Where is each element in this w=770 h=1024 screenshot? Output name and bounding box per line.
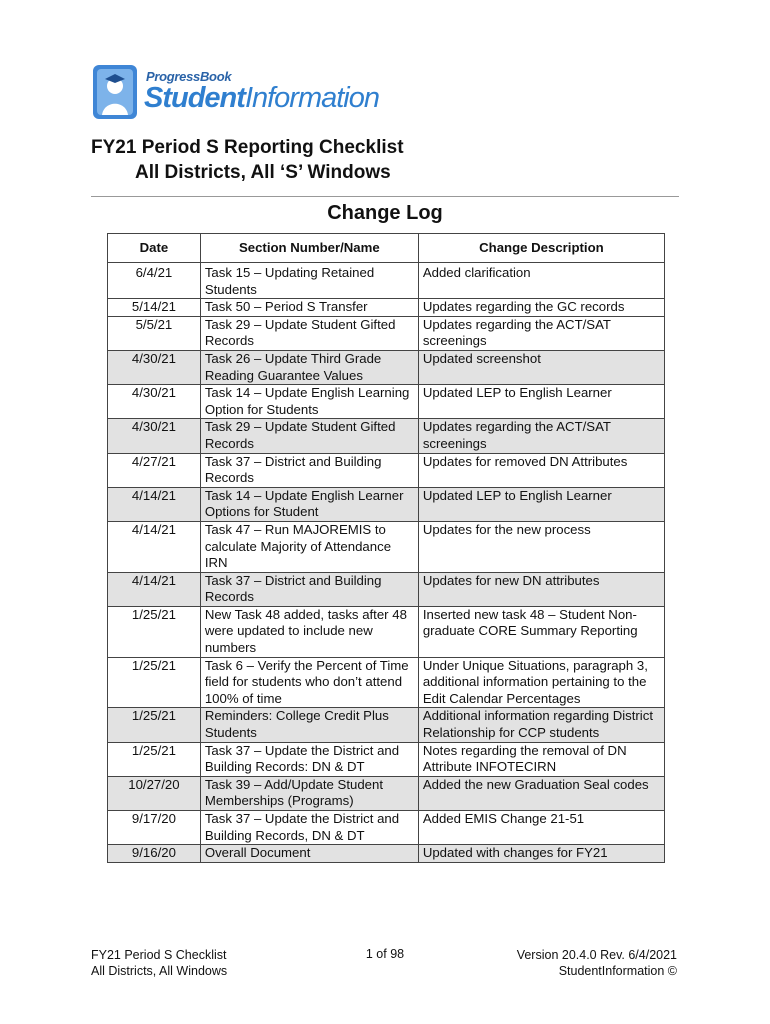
table-row — [108, 742, 665, 776]
table-row — [108, 487, 665, 521]
date-cell: 1/25/21 — [108, 708, 201, 742]
section-cell: Task 15 – Updating Retained Students — [200, 263, 418, 299]
description-cell: Updated with changes for FY21 — [418, 845, 664, 863]
section-cell: Reminders: College Credit Plus Students — [200, 708, 418, 742]
footer-version: Version 20.4.0 Rev. 6/4/2021 — [516, 948, 677, 962]
section-cell: Task 37 – Update the District and Building Records, DN & DT — [200, 811, 418, 845]
description-cell: Additional information regarding District Relationship for CCP students — [418, 708, 664, 742]
change-log-heading: Change Log — [327, 202, 443, 224]
table-row — [108, 708, 665, 742]
table-row — [108, 419, 665, 453]
date-cell: 4/30/21 — [108, 419, 201, 453]
section-cell: Task 37 – District and Building Records — [200, 572, 418, 606]
footer-doc-scope: All Districts, All Windows — [91, 964, 228, 978]
document-subtitle: All Districts, All ‘S’ Windows — [135, 162, 391, 183]
table-row — [108, 316, 665, 350]
column-header-section: Section Number/Name — [200, 234, 418, 263]
description-cell: Updated screenshot — [418, 350, 664, 384]
section-cell: Overall Document — [200, 845, 418, 863]
section-cell: Task 37 – Update the District and Building Records: DN & DT — [200, 742, 418, 776]
date-cell: 1/25/21 — [108, 657, 201, 708]
description-cell: Updates for removed DN Attributes — [418, 453, 664, 487]
table-row — [108, 299, 665, 317]
date-cell: 4/14/21 — [108, 487, 201, 521]
section-cell: Task 26 – Update Third Grade Reading Guarantee Values — [200, 350, 418, 384]
footer-right — [517, 947, 677, 979]
footer-product: StudentInformation © — [558, 964, 677, 978]
section-cell: Task 47 – Run MAJOREMIS to calculate Majority of Attendance IRN — [200, 521, 418, 572]
description-cell: Added the new Graduation Seal codes — [418, 776, 664, 810]
table-row — [108, 776, 665, 810]
document-title: FY21 Period S Reporting Checklist — [91, 137, 404, 158]
table-row — [108, 572, 665, 606]
section-cell: Task 37 – District and Building Records — [200, 453, 418, 487]
table-row — [108, 811, 665, 845]
table-row — [108, 350, 665, 384]
page-number: 1 of 98 — [365, 947, 405, 961]
table-row — [108, 606, 665, 657]
table-row — [108, 657, 665, 708]
logo-top-text: ProgressBook — [146, 69, 232, 84]
section-cell: Task 14 – Update English Learner Options for Student — [200, 487, 418, 521]
date-cell: 6/4/21 — [108, 263, 201, 299]
date-cell: 4/14/21 — [108, 572, 201, 606]
progressbook-logo — [92, 64, 380, 122]
date-cell: 4/27/21 — [108, 453, 201, 487]
description-cell: Inserted new task 48 – Student Non-graduate CORE Summary Reporting — [418, 606, 664, 657]
section-cell: Task 50 – Period S Transfer — [200, 299, 418, 317]
section-cell: Task 39 – Add/Update Student Memberships (Programs) — [200, 776, 418, 810]
column-header-description: Change Description — [418, 234, 664, 263]
date-cell: 5/5/21 — [108, 316, 201, 350]
table-row — [108, 845, 665, 863]
table-row — [108, 521, 665, 572]
change-log-table — [107, 233, 665, 863]
description-cell: Updates for new DN attributes — [418, 572, 664, 606]
date-cell: 4/30/21 — [108, 385, 201, 419]
section-cell: Task 14 – Update English Learning Option for Students — [200, 385, 418, 419]
section-cell: Task 29 – Update Student Gifted Records — [200, 316, 418, 350]
date-cell: 4/14/21 — [108, 521, 201, 572]
description-cell: Under Unique Situations, paragraph 3, additional information pertaining to the Edit Calendar Percentages — [418, 657, 664, 708]
table-row — [108, 385, 665, 419]
table-row — [108, 453, 665, 487]
table-row — [108, 263, 665, 299]
date-cell: 4/30/21 — [108, 350, 201, 384]
header-divider — [91, 196, 679, 197]
description-cell: Notes regarding the removal of DN Attribute INFOTECIRN — [418, 742, 664, 776]
description-cell: Updated LEP to English Learner — [418, 385, 664, 419]
table-header-row — [108, 234, 665, 263]
logo-main-text: StudentInformation — [144, 82, 380, 114]
description-cell: Updates regarding the ACT/SAT screenings — [418, 316, 664, 350]
description-cell: Updates for the new process — [418, 521, 664, 572]
section-cell: Task 6 – Verify the Percent of Time field for students who don’t attend 100% of time — [200, 657, 418, 708]
date-cell: 9/16/20 — [108, 845, 201, 863]
description-cell: Updated LEP to English Learner — [418, 487, 664, 521]
date-cell: 5/14/21 — [108, 299, 201, 317]
date-cell: 1/25/21 — [108, 742, 201, 776]
column-header-date: Date — [108, 234, 201, 263]
description-cell: Updates regarding the ACT/SAT screenings — [418, 419, 664, 453]
footer-doc-name: FY21 Period S Checklist — [91, 948, 227, 962]
description-cell: Added EMIS Change 21-51 — [418, 811, 664, 845]
date-cell: 1/25/21 — [108, 606, 201, 657]
section-cell: Task 29 – Update Student Gifted Records — [200, 419, 418, 453]
section-cell: New Task 48 added, tasks after 48 were updated to include new numbers — [200, 606, 418, 657]
change-log-rows — [108, 263, 665, 863]
student-photo-icon — [92, 64, 138, 120]
date-cell: 9/17/20 — [108, 811, 201, 845]
description-cell: Updates regarding the GC records — [418, 299, 664, 317]
description-cell: Added clarification — [418, 263, 664, 299]
date-cell: 10/27/20 — [108, 776, 201, 810]
